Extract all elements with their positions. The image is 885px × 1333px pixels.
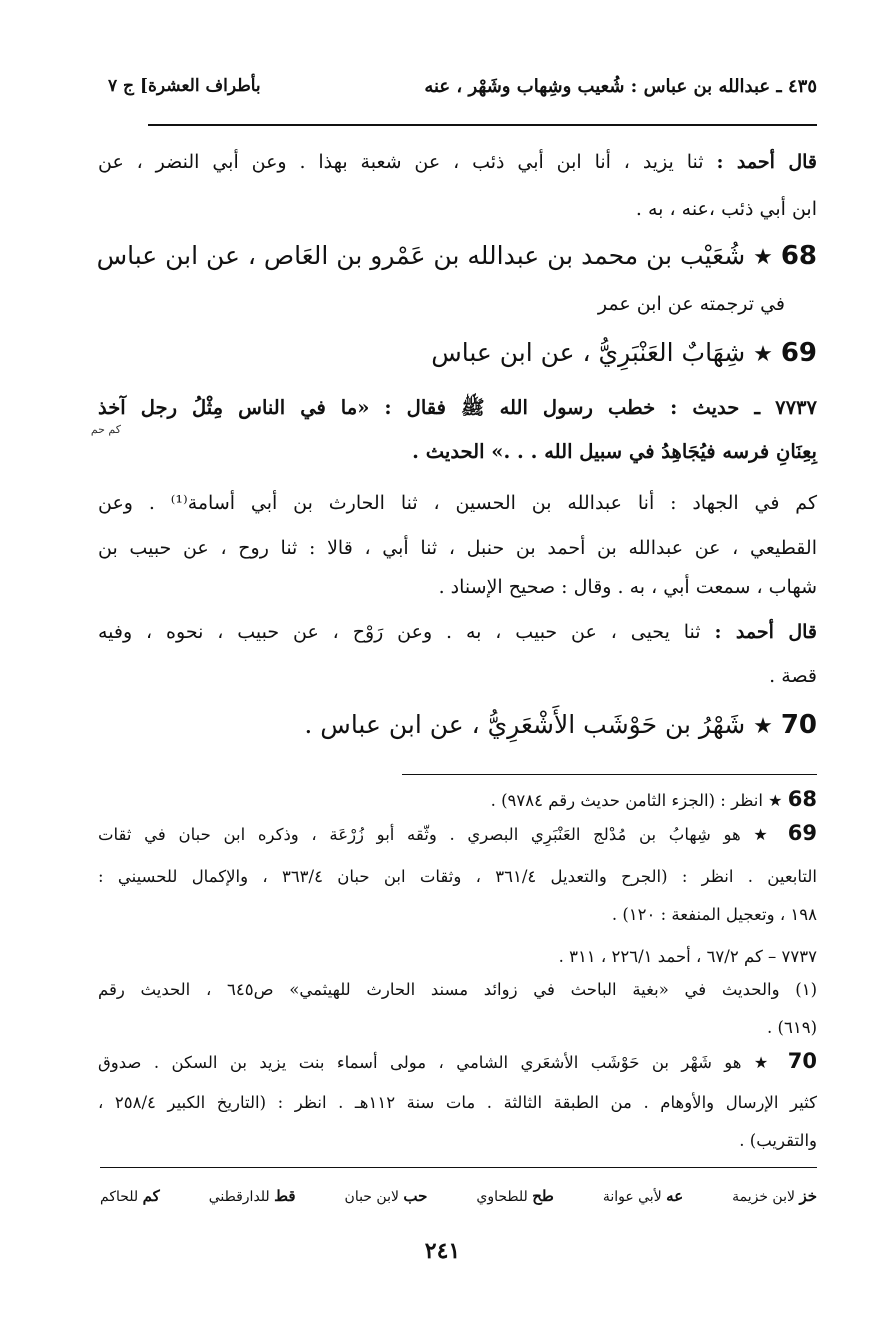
abbreviation-rule bbox=[100, 1167, 817, 1168]
abbr-name: للدارقطني bbox=[208, 1189, 270, 1205]
paragraph-text: ثنا يزيد ، أنا ابن أبي ذئب ، عن شعبة بهذا . وعن أبي النضر ، عن bbox=[98, 151, 704, 173]
abbr-item bbox=[100, 1187, 160, 1205]
paragraph-text: ثنا يحيى ، عن حبيب ، به . وعن رَوْح ، عن حبيب ، نحوه ، وفيه bbox=[98, 621, 701, 643]
narrator-entry-69 bbox=[98, 337, 817, 371]
abbr-name: لابن خزيمة bbox=[732, 1189, 795, 1205]
paragraph-line bbox=[98, 150, 817, 174]
footnote-separator bbox=[402, 774, 817, 775]
abbr-item bbox=[603, 1187, 683, 1205]
abbr-name: لأبي عوانة bbox=[602, 1189, 662, 1205]
entry-number: 68 bbox=[780, 241, 817, 271]
footnote-text: انظر : (الجزء الثامن حديث رقم ٩٧٨٤) . bbox=[490, 791, 763, 810]
abbr-code: طح bbox=[532, 1187, 554, 1205]
footnote-68 bbox=[98, 788, 817, 812]
footnote-number: 70 bbox=[787, 1049, 818, 1073]
star-icon: ★ bbox=[768, 791, 783, 810]
source-codes: كم حم bbox=[90, 423, 121, 436]
abbr-item bbox=[476, 1187, 553, 1205]
footnote-line: كثير الإرسال والأوهام . من الطبقة الثالثة . مات سنة ١١٢هـ . انظر : (التاريخ الكبير ٢٥٨/٤ ، bbox=[98, 1093, 817, 1112]
header-title: ٤٣٥ ـ عبدالله بن عباس : شُعيب وشِهاب وشَهْر ، عنه bbox=[424, 75, 817, 97]
abbr-item bbox=[732, 1187, 817, 1205]
entry-number: 69 bbox=[780, 338, 817, 368]
paragraph-line: ابن أبي ذئب ،عنه ، به . bbox=[635, 198, 817, 220]
entry-subline: في ترجمته عن ابن عمر bbox=[597, 293, 785, 315]
footnote-text: هو شِهابُ بن مُدْلج العَنْبَرِي البصري . وثّقه أبو زُرْعَة ، وذكره ابن حبان في ثقات bbox=[98, 825, 741, 844]
star-icon: ★ bbox=[753, 1053, 776, 1072]
abbr-item bbox=[209, 1187, 296, 1205]
page-number: ٢٤١ bbox=[424, 1238, 461, 1264]
footnote-line: (٦١٩) . bbox=[767, 1018, 817, 1037]
entry-title: شِهَابٌ العَنْبَرِيُّ ، عن ابن عباس bbox=[431, 338, 746, 367]
hadith-heading: ٧٧٣٧ ـ حديث : خطب رسول الله ﷺ فقال : «ما في الناس مِثْلُ رجل آخذ bbox=[98, 396, 817, 419]
abbr-name: للطحاوي bbox=[476, 1189, 528, 1205]
star-icon: ★ bbox=[753, 714, 773, 739]
entry-title: شُعَيْب بن محمد بن عبدالله بن عَمْرو بن العَاص ، عن ابن عباس bbox=[96, 241, 746, 270]
footnote-69 bbox=[98, 822, 817, 846]
abbr-code: خز bbox=[799, 1187, 817, 1205]
speaker-label: قال أحمد : bbox=[716, 151, 818, 173]
paragraph-line: القطيعي ، عن عبدالله بن أحمد بن حنبل ، ثنا أبي ، قالا : ثنا روح ، عن حبيب بن bbox=[98, 537, 817, 559]
abbr-name: لابن حبان bbox=[344, 1189, 399, 1205]
footnote-line: والتقريب) . bbox=[739, 1131, 817, 1150]
entry-title: شَهْرُ بن حَوْشَب الأَشْعَرِيُّ ، عن ابن عباس . bbox=[304, 710, 746, 739]
star-icon: ★ bbox=[753, 245, 773, 270]
hadith-text: بِعِنَانِ فرسه فيُجَاهِدُ في سبيل الله . . .» الحديث . bbox=[412, 440, 817, 463]
footnote-line: التابعين . انظر : (الجرح والتعديل ٣٦١/٤ ، وثقات ابن حبان ٣٦٣/٤ ، والإكمال للحسيني : bbox=[98, 867, 817, 886]
speaker-label: قال أحمد : bbox=[714, 621, 818, 643]
paragraph-line: قصة . bbox=[769, 665, 817, 687]
paragraph-line: كم في الجهاد : أنا عبدالله بن الحسين ، ثنا الحارث بن أبي أسامة⁽¹⁾ . وعن bbox=[98, 492, 818, 514]
footnote-text: هو شَهْر بن حَوْشَب الأشعَري الشامي ، مولى أسماء بنت يزيد بن السكن . صدوق bbox=[98, 1053, 742, 1072]
abbreviation-key bbox=[100, 1187, 817, 1205]
abbr-code: قط bbox=[274, 1187, 296, 1205]
footnote-number: 68 bbox=[787, 787, 817, 811]
running-header bbox=[108, 68, 817, 104]
footnote-70 bbox=[98, 1050, 817, 1074]
footnote-number: 69 bbox=[787, 821, 818, 845]
star-icon: ★ bbox=[753, 825, 776, 844]
narrator-entry-70 bbox=[98, 709, 817, 743]
paragraph-line bbox=[98, 620, 817, 644]
abbr-code: كم bbox=[142, 1187, 160, 1205]
entry-number: 70 bbox=[780, 710, 817, 740]
narrator-entry-68 bbox=[98, 240, 817, 274]
abbr-code: عه bbox=[666, 1187, 684, 1205]
header-book-volume: بأطراف العشرة] ج ٧ bbox=[108, 76, 261, 96]
footnote-1: (١) والحديث في «بغية الباحث في زوائد مسند الحارث للهيثمي» ص٦٤٥ ، الحديث رقم bbox=[98, 980, 817, 999]
abbr-item bbox=[345, 1187, 428, 1205]
paragraph-line: شهاب ، سمعت أبي ، به . وقال : صحيح الإسناد . bbox=[438, 576, 817, 598]
abbr-code: حب bbox=[403, 1187, 428, 1205]
header-rule bbox=[148, 124, 817, 126]
abbr-name: للحاكم bbox=[100, 1189, 139, 1205]
footnote-line: ١٩٨ ، وتعجيل المنفعة : ١٢٠) . bbox=[611, 905, 817, 924]
footnote-7737: ٧٧٣٧ – كم ٦٧/٢ ، أحمد ٢٢٦/١ ، ٣١١ . bbox=[558, 947, 817, 966]
star-icon: ★ bbox=[753, 342, 773, 367]
